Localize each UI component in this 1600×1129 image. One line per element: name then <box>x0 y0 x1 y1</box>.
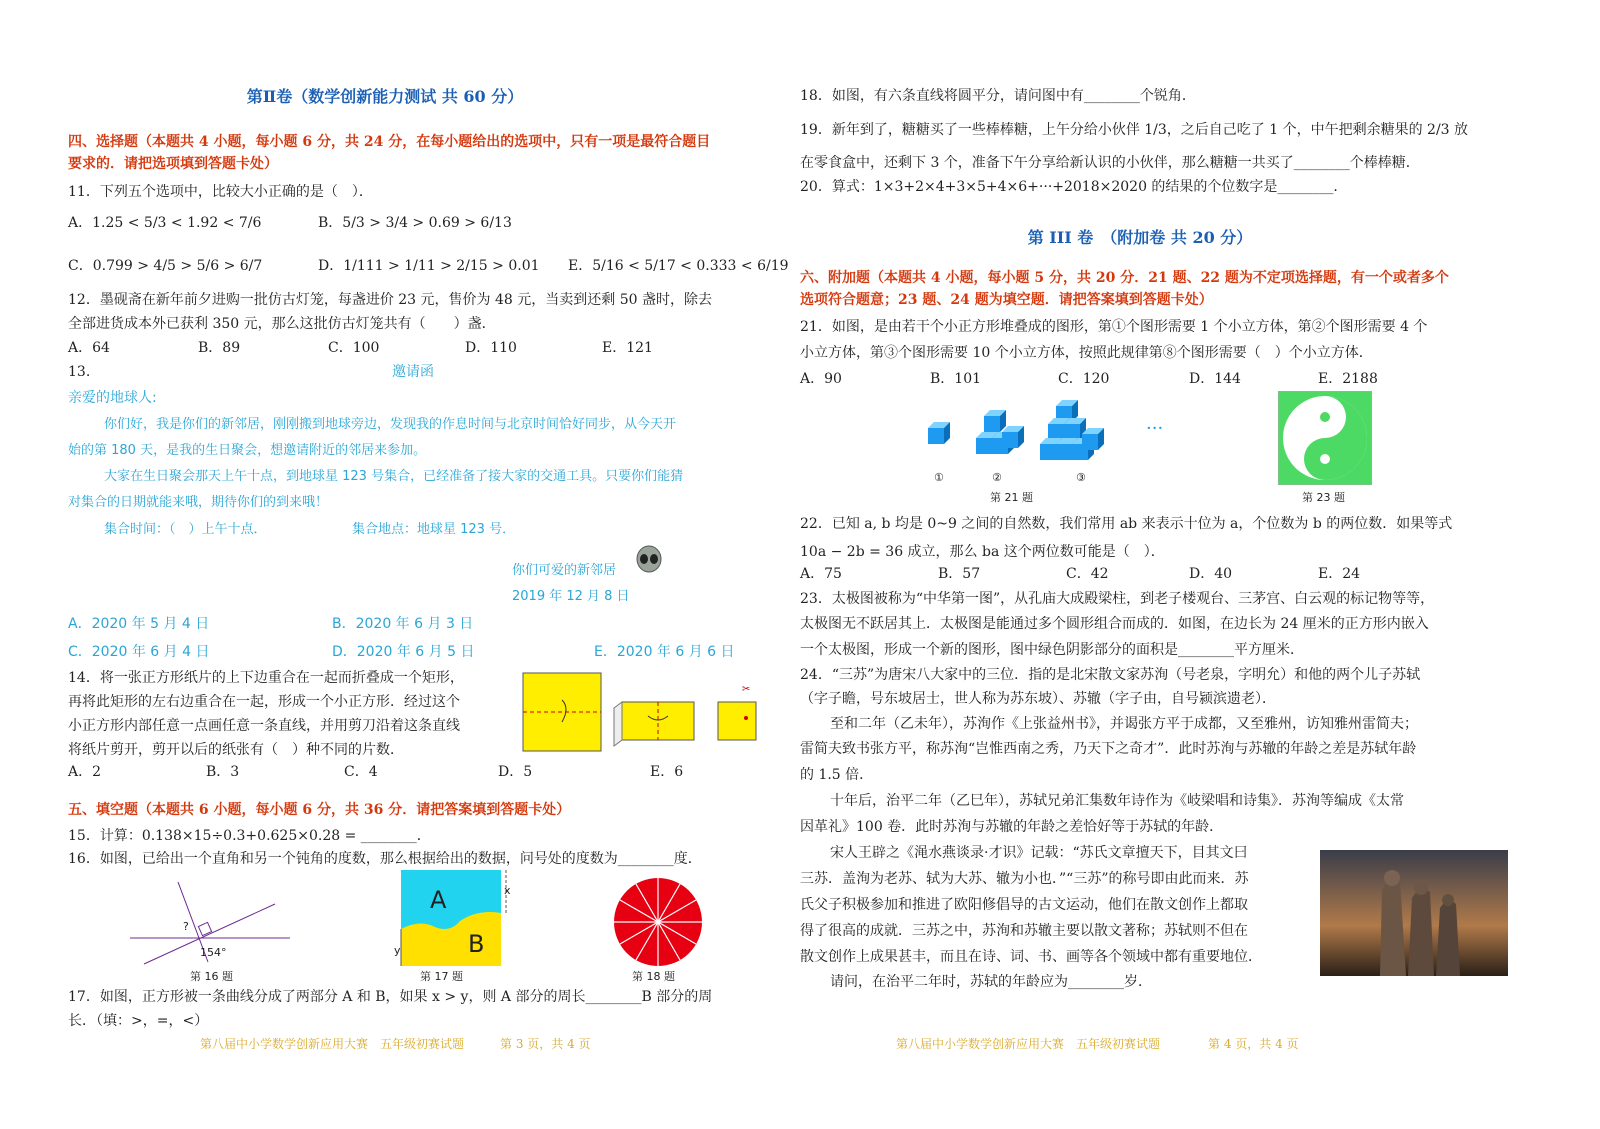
q12-option-c: C．100 <box>328 340 380 356</box>
q12-option-d: D．110 <box>465 340 517 356</box>
q13-option-e: E．2020 年 6 月 6 日 <box>594 644 735 660</box>
q13-option-a: A．2020 年 5 月 4 日 <box>68 616 210 632</box>
fig21-label-2: ② <box>992 471 1002 484</box>
q22-option-e: E．24 <box>1318 566 1361 582</box>
q16: 16．如图，已给出一个直角和另一个钝角的度数，那么根据给出的数据，问号处的度数为________度． <box>68 851 702 867</box>
q24-p1b: 雷简夫致书张方平，称苏洵“岂惟西南之秀，乃天下之奇才”．此时苏洵与苏辙的年龄之差是苏轼年龄 <box>800 741 1417 757</box>
fig17-caption: 第 17 题 <box>420 970 463 983</box>
fig21-cubes <box>926 398 1126 477</box>
q22-line1: 22．已知 a, b 均是 0~9 之间的自然数，我们常用 ab 来表示十位为 a，个位数为 b 的两位数．如果等式 <box>800 516 1453 532</box>
invitation-p2b: 对集合的日期就能来哦，期待你们的到来哦！ <box>68 495 329 510</box>
section-6-heading: 六、附加题（本题共 4 小题，每小题 5 分，共 20 分．21 题、22 题为不定项选择题，有一个或者多个 选项符合题意；23 题、24 题为填空题．请把答案填到答题卡处） <box>800 270 1449 308</box>
q14-option-c: C．4 <box>344 764 378 780</box>
fig17-x-label: x <box>504 884 511 897</box>
q24-p3b: 三苏．盖洵为老苏、轼为大苏、辙为小也．”“三苏”的称号即由此而来．苏 <box>800 871 1249 887</box>
section-5-heading: 五、填空题（本题共 6 小题，每小题 6 分，共 36 分．请把答案填到答题卡处） <box>68 802 571 818</box>
q14-figure <box>522 672 772 760</box>
q17-line2: 长．（填：>，=，<） <box>68 1013 209 1029</box>
fig18-caption: 第 18 题 <box>632 970 675 983</box>
q24-p2b: 因革礼》100 卷．此时苏洵与苏辙的年龄之差恰好等于苏轼的年龄． <box>800 819 1224 835</box>
q20: 20．算式：1×3+2×4+3×5+4×6+···+2018×2020 的结果的个位数字是________． <box>800 179 1348 195</box>
q23-line1: 23．太极图被称为“中华第一图”，从孔庙大成殿梁柱，到老子楼观台、三茅宫、白云观的标记物等等， <box>800 591 1435 607</box>
q24-p2a: 十年后，治平二年（乙巳年），苏轼兄弟汇集数年诗作为《岐梁唱和诗集》．苏洵等编成《太常 <box>830 793 1404 809</box>
q21-option-a: A．90 <box>800 371 842 387</box>
q18: 18．如图，有六条直线将圆平分，请问图中有________个锐角． <box>800 88 1196 104</box>
q14-line3: 小正方形内部任意一点画任意一条直线，并用剪刀沿着这条直线 <box>68 718 460 734</box>
invitation-greeting: 亲爱的地球人: <box>68 390 157 406</box>
fig21-ellipsis: ··· <box>1146 418 1164 439</box>
q14-option-e: E．6 <box>650 764 684 780</box>
q23-line3: 一个太极图，形成一个新的图形，图中绿色阴影部分的面积是________平方厘米． <box>800 642 1304 658</box>
q12-line1: 12．墨砚斋在新年前夕进购一批仿古灯笼，每盏进价 23 元，售价为 48 元，当卖到还剩 50 盏时，除去 <box>68 292 712 308</box>
fig23-taiji <box>1278 391 1372 489</box>
q14-option-b: B．3 <box>206 764 240 780</box>
section-title-3: 第 III 卷 （附加卷 共 20 分） <box>1027 228 1253 247</box>
invitation-p2a: 大家在生日聚会那天上午十点，到地球星 123 号集合，已经准备了接大家的交通工具。只要你们能猜 <box>104 469 684 484</box>
fig21-label-1: ① <box>934 471 944 484</box>
q11-option-c: C．0.799 > 4/5 > 5/6 > 6/7 <box>68 258 263 274</box>
invitation-p1b: 始的第 180 天，是我的生日聚会，想邀请附近的邻居来参加。 <box>68 443 427 458</box>
invitation-title: 邀请函 <box>392 364 434 380</box>
alien-icon <box>634 545 664 577</box>
q13-option-c: C．2020 年 6 月 4 日 <box>68 644 210 660</box>
q19-line2: 在零食盒中，还剩下 3 个，准备下午分享给新认识的小伙伴，那么糖糖一共买了________个棒棒糖． <box>800 155 1420 171</box>
right-page <box>800 0 1600 1129</box>
q23-line2: 太极图无不跃居其上．太极图是能通过多个圆形组合而成的．如图，在边长为 24 厘米的正方形内嵌入 <box>800 616 1429 632</box>
q11-option-e: E．5/16 < 5/17 < 0.333 < 6/19 <box>568 258 789 274</box>
q11-option-a: A．1.25 < 5/3 < 1.92 < 7/6 <box>68 215 262 231</box>
fig17 <box>400 869 512 973</box>
invitation-p1a: 你们好，我是你们的新邻居，刚刚搬到地球旁边，发现我的作息时间与北京时间恰好同步，从今天开 <box>104 417 677 432</box>
q22-option-a: A．75 <box>800 566 842 582</box>
q14-line1: 14．将一张正方形纸片的上下边重合在一起而折叠成一个矩形， <box>68 670 464 686</box>
q14-option-a: A．2 <box>68 764 102 780</box>
q21-option-d: D．144 <box>1189 371 1241 387</box>
invitation-place: 集合地点：地球星 123 号． <box>352 522 516 537</box>
q24-question: 请问，在治平二年时，苏轼的年龄应为________岁． <box>830 974 1152 990</box>
q12-option-b: B．89 <box>198 340 241 356</box>
left-footer: 第八届中小学数学创新应用大赛 五年级初赛试题 第 3 页，共 4 页 <box>200 1037 591 1051</box>
fig17-a-label: A <box>430 886 447 914</box>
invitation-signature: 你们可爱的新邻居 <box>512 563 617 578</box>
q21-option-e: E．2188 <box>1318 371 1378 387</box>
q13-number: 13. <box>68 364 91 380</box>
fig16-question-mark: ? <box>183 920 189 933</box>
svg-text:✂: ✂ <box>742 684 751 695</box>
q21-option-b: B．101 <box>930 371 982 387</box>
right-footer: 第八届中小学数学创新应用大赛 五年级初赛试题 第 4 页，共 4 页 <box>896 1037 1299 1051</box>
q22-option-b: B．57 <box>938 566 981 582</box>
q22-line2: 10a − 2b = 36 成立，那么 ba 这个两位数可能是（ ）． <box>800 544 1165 560</box>
fig21-caption: 第 21 题 <box>990 491 1033 504</box>
q12-option-e: E．121 <box>602 340 653 356</box>
q24-p1a: 至和二年（乙未年），苏洵作《上张益州书》，并谒张方平于成都，又至雅州，访知雅州雷简夫； <box>830 716 1418 732</box>
invitation-time: 集合时间：（ ）上午十点． <box>104 522 267 537</box>
q24-line1: 24．“三苏”为唐宋八大家中的三位．指的是北宋散文家苏洵（号老泉，字明允）和他的两个儿子苏轼 <box>800 667 1421 683</box>
q21-option-c: C．120 <box>1058 371 1110 387</box>
section-title-2: 第Ⅱ卷（数学创新能力测试 共 60 分） <box>246 87 524 106</box>
q13-option-d: D．2020 年 6 月 5 日 <box>332 644 475 660</box>
q15: 15．计算：0.138×15÷0.3+0.625×0.28 = ________． <box>68 828 431 844</box>
q24-line2: （字子瞻，号东坡居士，世人称为苏东坡）、苏辙（字子由，自号颍滨遗老）． <box>800 691 1276 707</box>
fig17-b-label: B <box>468 930 485 958</box>
q11-option-b: B．5/3 > 3/4 > 0.69 > 6/13 <box>318 215 512 231</box>
three-su-statue-image <box>1320 850 1508 976</box>
q24-p3a: 宋人王辟之《渑水燕谈录·才识》记载：“苏氏文章擅天下，目其文曰 <box>830 845 1248 861</box>
q24-p1c: 的 1.5 倍． <box>800 767 874 783</box>
fig18-circle <box>612 876 704 972</box>
q12-line2: 全部进货成本外已获利 350 元，那么这批仿古灯笼共有（ ）盏． <box>68 316 496 332</box>
q11-stem: 11．下列五个选项中，比较大小正确的是（ ）． <box>68 184 373 200</box>
fig17-y-label: y <box>394 944 401 957</box>
fig21-label-3: ③ <box>1076 471 1086 484</box>
q11-option-d: D．1/111 > 1/11 > 2/15 > 0.01 <box>318 258 540 274</box>
q14-option-d: D．5 <box>498 764 533 780</box>
q14-line2: 再将此矩形的左右边重合在一起，形成一个小正方形．经过这个 <box>68 694 460 710</box>
q14-line4: 将纸片剪开，剪开以后的纸张有（ ）种不同的片数． <box>68 742 404 758</box>
section-4-heading: 四、选择题（本题共 4 小题，每小题 6 分，共 24 分，在每小题给出的选项中，只有一项是最符合题目 要求的．请把选项填到答题卡处） <box>68 134 711 172</box>
fig16-angle-label: 154° <box>200 946 227 959</box>
q22-option-d: D．40 <box>1189 566 1233 582</box>
q12-option-a: A．64 <box>68 340 110 356</box>
fig16-caption: 第 16 题 <box>190 970 233 983</box>
q17-line1: 17．如图，正方形被一条曲线分成了两部分 A 和 B，如果 x > y，则 A 部分的周长________B 部分的周 <box>68 989 713 1005</box>
q21-line1: 21．如图，是由若干个小正方形堆叠成的图形，第①个图形需要 1 个小立方体，第②个图形需要 4 个 <box>800 319 1428 335</box>
q21-line2: 小立方体，第③个图形需要 10 个小立方体，按照此规律第⑧个图形需要（ ）个小立方体． <box>800 345 1373 361</box>
q13-option-b: B．2020 年 6 月 3 日 <box>332 616 474 632</box>
q24-p3d: 得了很高的成就．三苏之中，苏洵和苏辙主要以散文著称；苏轼则不但在 <box>800 923 1248 939</box>
invitation-date: 2019 年 12 月 8 日 <box>512 589 630 604</box>
fig23-caption: 第 23 题 <box>1302 491 1345 504</box>
q24-p3e: 散文创作上成果甚丰，而且在诗、词、书、画等各个领域中都有重要地位． <box>800 949 1262 965</box>
q22-option-c: C．42 <box>1066 566 1109 582</box>
q19-line1: 19．新年到了，糖糖买了一些棒棒糖，上午分给小伙伴 1/3，之后自己吃了 1 个，中午把剩余糖果的 2/3 放 <box>800 122 1469 138</box>
q24-p3c: 氏父子积极参加和推进了欧阳修倡导的古文运动，他们在散文创作上都取 <box>800 897 1248 913</box>
